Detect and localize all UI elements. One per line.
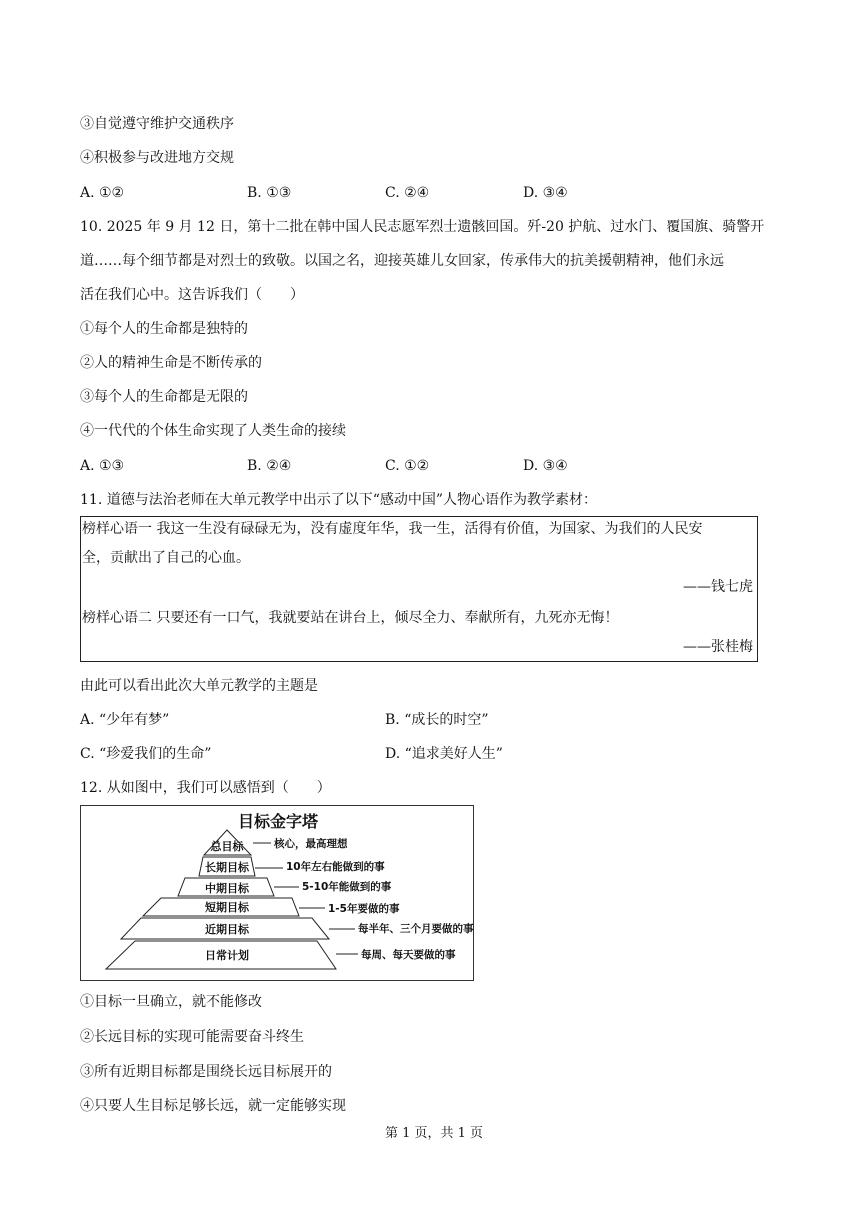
pyramid-levels <box>106 830 474 969</box>
goal-pyramid-svg <box>81 806 474 981</box>
q10-item-2: ②人的精神生命是不断传承的 <box>80 355 262 371</box>
pyramid-level-label-2: 长期目标 <box>205 861 249 874</box>
pyramid-level-note-6: 每周、每天要做的事 <box>361 949 456 961</box>
quote-1-author: ——钱七虎 <box>683 579 753 595</box>
q10-stem-line-2: 道……每个细节都是对烈士的致敬。以国之名，迎接英雄儿女回家，传承伟大的抗美援朝精神，他们永远 <box>80 253 724 269</box>
figure-title: 目标金字塔 <box>237 812 319 831</box>
pyramid-level-label-6: 日常计划 <box>205 949 249 962</box>
q9-option-c: C. ②④ <box>385 185 430 201</box>
q9-option-a: A. ①② <box>80 185 125 201</box>
q11-quote-box <box>80 516 758 662</box>
pyramid-level-note-4: 1-5年要做的事 <box>328 903 400 915</box>
q11-option-c: C. “珍爱我们的生命” <box>80 746 212 762</box>
q11-option-a: A. “少年有梦” <box>80 712 170 728</box>
goal-pyramid-figure <box>80 805 474 981</box>
q10-item-4: ④一代代的个体生命实现了人类生命的接续 <box>80 423 346 439</box>
pyramid-level-label-4: 短期目标 <box>205 901 249 914</box>
q10-option-d: D. ③④ <box>523 458 568 474</box>
q11-option-d: D. “追求美好人生” <box>385 746 503 762</box>
pyramid-level-note-5: 每半年、三个月要做的事 <box>358 923 474 935</box>
q12-item-4: ④只要人生目标足够长远，就一定能够实现 <box>80 1098 346 1114</box>
q12-item-2: ②长远目标的实现可能需要奋斗终生 <box>80 1029 304 1045</box>
q9-item-4: ④积极参与改进地方交规 <box>80 150 234 166</box>
q11-question: 由此可以看出此次大单元教学的主题是 <box>80 678 318 694</box>
pyramid-level-label-5: 近期目标 <box>205 923 249 936</box>
q10-option-c: C. ①② <box>385 458 430 474</box>
q10-stem-line-3: 活在我们心中。这告诉我们（ ） <box>80 287 304 303</box>
q12-item-3: ③所有近期目标都是围绕长远目标展开的 <box>80 1064 332 1080</box>
quote-2: 榜样心语二 只要还有一口气，我就要站在讲台上，倾尽全力、奉献所有，九死亦无悔！ <box>82 610 619 626</box>
q10-item-1: ①每个人的生命都是独特的 <box>80 321 248 337</box>
q11-stem: 11. 道德与法治老师在大单元教学中出示了以下“感动中国”人物心语作为教学素材： <box>80 492 598 508</box>
q12-stem: 12. 从如图中，我们可以感悟到（ ） <box>80 780 331 796</box>
q10-stem-line-1: 10. 2025 年 9 月 12 日，第十二批在韩中国人民志愿军烈士遗骸回国。歼-20 护航、过水门、覆国旗、骑警开 <box>80 219 765 235</box>
q10-item-3: ③每个人的生命都是无限的 <box>80 389 248 405</box>
q12-item-1: ①目标一旦确立，就不能修改 <box>80 994 262 1010</box>
q10-option-a: A. ①③ <box>80 458 125 474</box>
pyramid-level-note-3: 5-10年能做到的事 <box>302 881 392 893</box>
quote-2-author: ——张桂梅 <box>683 639 753 655</box>
pyramid-level-note-1: 核心，最高理想 <box>274 838 348 850</box>
page-footer: 第 1 页，共 1 页 <box>384 1126 484 1141</box>
pyramid-level-note-2: 10年左右能做到的事 <box>286 861 385 873</box>
q11-option-b: B. “成长的时空” <box>385 712 489 728</box>
pyramid-level-label-3: 中期目标 <box>205 882 249 895</box>
q9-item-3: ③自觉遵守维护交通秩序 <box>80 116 234 132</box>
q9-option-d: D. ③④ <box>523 185 568 201</box>
quote-1-line-2: 全，贡献出了自己的心血。 <box>82 550 250 566</box>
q10-option-b: B. ②④ <box>247 458 292 474</box>
q9-option-b: B. ①③ <box>247 185 292 201</box>
pyramid-level-label-1: 总目标 <box>210 840 244 853</box>
quote-1-line-1: 榜样心语一 我这一生没有碌碌无为，没有虚度年华，我一生，活得有价值，为国家、为我们的人民安 <box>82 521 703 537</box>
